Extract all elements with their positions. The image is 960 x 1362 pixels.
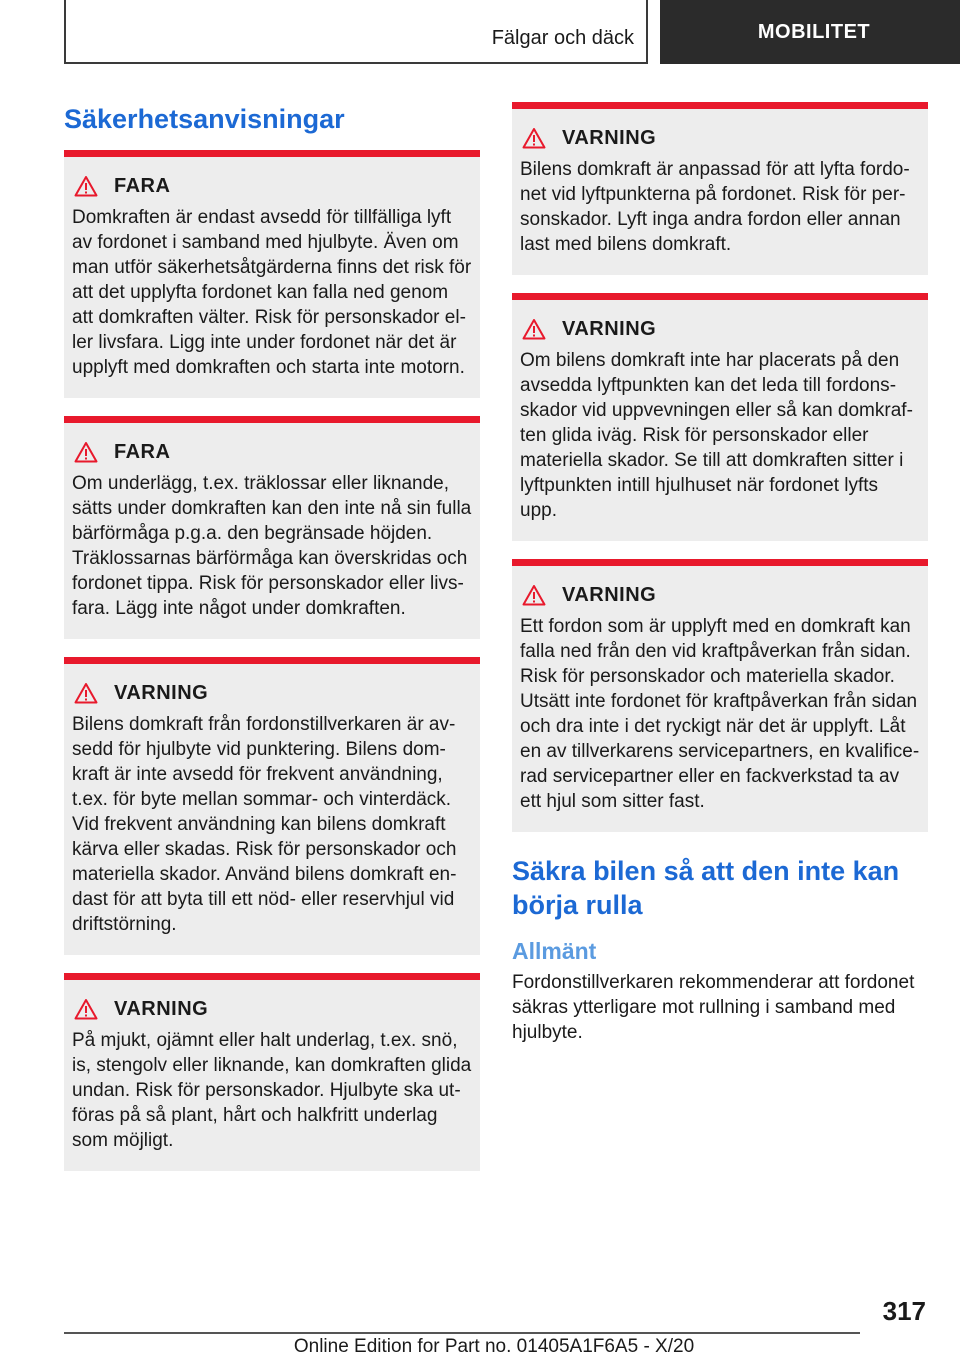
left-column	[64, 102, 480, 1189]
warning-triangle-icon	[74, 175, 98, 197]
warning-title: FARA	[114, 174, 171, 197]
warning-triangle-icon	[522, 318, 546, 340]
warning-text: Ett fordon som är upplyft med en domkraft kan falla ned från den vid kraftpåverkan från sidan. Risk för personskador och materiella skador. Utsätt inte fordonet för kraftpåverkan från sidan och dra inte i det ryckigt när det är upplyft. Låt en av tillverkarens servicepartners, en kvalificerad servicepartner eller en fackverkstad ta av ett hjul som sitter fast.	[520, 616, 920, 812]
warning-title-row	[72, 173, 472, 199]
right-column	[512, 102, 928, 1045]
subsection-heading: Allmänt	[512, 938, 597, 964]
warning-title-row	[520, 582, 920, 608]
warning-title: VARNING	[114, 997, 209, 1020]
warning-triangle-icon	[74, 441, 98, 463]
warning-title-row	[72, 680, 472, 706]
warning-triangle-icon	[74, 998, 98, 1020]
warning-text: Domkraften är endast avsedd för tillfälliga lyft av fordonet i samband med hjulbyte. Även om man utför säkerhetsåtgärderna finns det risk för att det upplyfta fordonet kan falla ned genom att domkraften välter. Risk för personskador eller livsfara. Ligg inte under fordonet när det är upplyft med domkraften och starta inte motorn.	[72, 207, 472, 378]
chapter-title: Fälgar och däck	[491, 27, 634, 49]
section-heading: Säkerhetsanvisningar	[64, 104, 345, 134]
warning-text: Bilens domkraft är anpassad för att lyfta fordonet vid lyftpunkterna på fordonet. Risk för personskador. Lyft inga andra fordon eller annan last med bilens domkraft.	[520, 159, 910, 255]
warning-title: VARNING	[562, 583, 657, 606]
warning-box	[64, 973, 480, 1171]
warning-title: VARNING	[562, 317, 657, 340]
page-number: 317	[882, 1296, 926, 1326]
chapter-tab	[64, 0, 648, 64]
warning-text: Om bilens domkraft inte har placerats på den avsedda lyftpunkten kan det leda till fordonsskador vid uppvevningen eller så kan domkraften glida iväg. Risk för personskador eller materiella skador. Se till att domkraften sitter i lyftpunkten intill hjulhuset när fordonet lyfts upp.	[520, 350, 913, 521]
warning-title-row	[520, 316, 920, 342]
warning-title: FARA	[114, 440, 171, 463]
warning-triangle-icon	[522, 127, 546, 149]
footer-edition: Online Edition for Part no. 01405A1F6A5 - X/20	[293, 1336, 695, 1357]
warning-box	[64, 416, 480, 639]
warning-title: VARNING	[562, 126, 657, 149]
warning-box	[512, 559, 928, 832]
warning-triangle-icon	[522, 584, 546, 606]
body-paragraph: Fordonstillverkaren rekommenderar att fordonet säkras ytterligare mot rullning i samband med hjulbyte.	[512, 972, 915, 1043]
warning-title-row	[72, 996, 472, 1022]
warning-text: Om underlägg, t.ex. träklossar eller liknande, sätts under domkraften kan den inte nå sin fulla bärförmåga p.g.a. den begränsade höjden. Träklossarnas bärförmåga kan överskridas och fordonet tippa. Risk för personskador eller livsfara. Lägg inte något under domkraften.	[72, 473, 472, 619]
section-heading: Säkra bilen så att den inte kan börja rulla	[512, 856, 900, 920]
section-tab: MOBILITET	[660, 0, 960, 64]
warning-box	[512, 293, 928, 541]
warning-text: Bilens domkraft från fordonstillverkaren är avsedd för hjulbyte vid punktering. Bilens domkraft är inte avsedd för frekvent användning, t.ex. för byte mellan sommar- och vinterdäck. Vid frekvent användning kan bilens domkraft kärva eller skadas. Risk för personskador och materiella skador. Använd bilens domkraft endast för att byta till ett nöd- eller reservhjul vid driftstörning.	[72, 714, 457, 935]
warning-box	[64, 657, 480, 955]
warning-triangle-icon	[74, 682, 98, 704]
warning-text: På mjukt, ojämnt eller halt underlag, t.ex. snö, is, stengolv eller liknande, kan domkraften glida undan. Risk för personskador. Hjulbyte ska utföras på så plant, hårt och halkfritt underlag som möjligt.	[72, 1030, 472, 1151]
warning-title-row	[72, 439, 472, 465]
warning-title-row	[520, 125, 920, 151]
page-header	[0, 0, 960, 66]
warning-box	[64, 150, 480, 398]
warning-box	[512, 102, 928, 275]
warning-title: VARNING	[114, 681, 209, 704]
footer-divider	[64, 1332, 860, 1334]
